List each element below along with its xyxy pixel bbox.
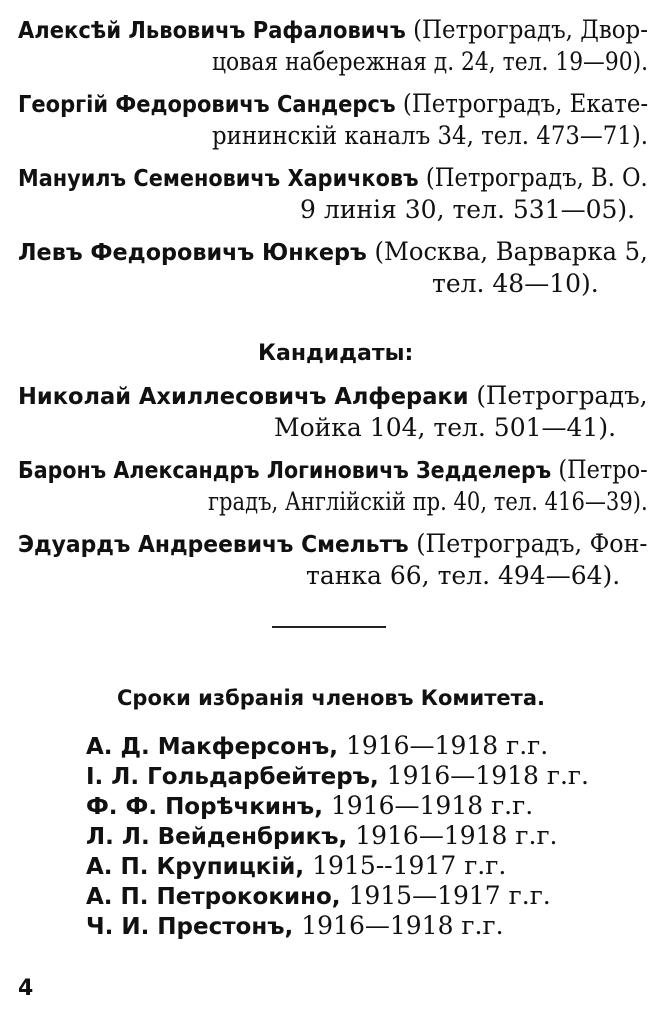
term-initials: Л. Л. — [86, 824, 150, 850]
member-name: Левъ Федоровичъ Юнкеръ — [18, 240, 367, 266]
term-initials: А. П. — [86, 884, 149, 910]
candidate-entry-3-line-1 — [18, 528, 647, 561]
term-years: 1915—1917 г.г. — [348, 881, 551, 910]
member-entry-4-line-2 — [432, 268, 599, 300]
candidate-name: Баронъ Александръ Логиновичъ Зедделеръ — [18, 458, 552, 484]
member-entry-3-line-1 — [18, 162, 648, 195]
term-years: 1916—1918 г.г. — [330, 791, 534, 820]
member-address-cont: цовая набережная д. 24, тел. 19—90). — [212, 47, 649, 76]
candidate-entry-1-line-1 — [18, 380, 648, 413]
candidate-entry-1-line-2 — [274, 412, 616, 444]
candidate-address: (Петроградъ, — [476, 381, 648, 410]
member-address-cont: 9 линія 30, тел. 531—05). — [300, 195, 636, 224]
term-surname: Престонъ, — [157, 914, 294, 940]
term-surname: Крупицкій, — [156, 854, 305, 880]
member-name: Алексѣй Львовичъ Рафаловичъ — [18, 18, 406, 44]
candidate-address: (Петроградъ, Фон- — [416, 529, 648, 558]
candidates-heading: Кандидаты: — [258, 341, 414, 366]
term-years: 1916—1918 г.г. — [345, 731, 549, 760]
member-entry-4-line-1 — [18, 236, 648, 269]
member-entry-2-line-1 — [18, 88, 648, 121]
candidate-address: (Петро- — [558, 455, 648, 484]
term-row — [86, 730, 548, 763]
term-row — [86, 880, 551, 913]
candidate-name: Николай Ахиллесовичъ Алфераки — [18, 384, 469, 410]
candidate-entry-3-line-2 — [306, 560, 620, 592]
candidate-address-cont: танка 66, тел. 494—64). — [306, 561, 621, 590]
term-initials: Ч. И. — [86, 914, 150, 940]
member-address: (Петроградъ, Екате- — [402, 89, 649, 118]
member-address-cont: тел. 48—10). — [432, 269, 599, 298]
section-divider — [272, 626, 386, 628]
member-address: (Петроградъ, Двор- — [413, 15, 648, 44]
term-initials: А. П. — [86, 854, 149, 880]
member-entry-2-line-2 — [212, 120, 648, 152]
candidate-entry-2-line-1 — [18, 454, 648, 487]
member-address: (Москва, Варварка 5, — [374, 237, 648, 266]
term-row — [86, 790, 533, 823]
term-row — [86, 910, 504, 943]
term-surname: Вейденбрикъ, — [157, 824, 348, 850]
member-name: Мануилъ Семеновичъ Харичковъ — [18, 166, 419, 192]
term-initials: Ф. Ф. — [86, 794, 158, 820]
member-entry-1-line-1 — [18, 14, 648, 47]
term-initials: А. Д. — [86, 734, 150, 760]
member-address: (Петроградъ, В. О. — [425, 163, 648, 192]
term-initials: І. Л. — [86, 764, 140, 790]
term-row — [86, 850, 506, 883]
term-row — [86, 760, 589, 793]
page-number: 4 — [18, 976, 34, 1001]
term-years: 1916—1918 г.г. — [301, 911, 504, 940]
term-surname: Гольдарбейтеръ, — [147, 764, 379, 790]
term-surname: Петрококино, — [156, 884, 341, 910]
member-entry-1-line-2 — [212, 46, 648, 78]
term-surname: Порѣчкинъ, — [165, 794, 323, 820]
candidate-name: Эдуардъ Андреевичъ Смельтъ — [18, 532, 409, 558]
member-name: Георгій Федоровичъ Сандерсъ — [18, 92, 396, 118]
terms-heading: Сроки избранія членовъ Комитета. — [117, 686, 545, 710]
term-years: 1916—1918 г.г. — [355, 821, 558, 850]
candidate-address-cont: градъ, Англійскій пр. 40, тел. 416—39). — [208, 487, 648, 516]
candidate-address-cont: Мойка 104, тел. 501—41). — [274, 413, 617, 442]
term-years: 1916—1918 г.г. — [386, 761, 589, 790]
member-entry-3-line-2 — [300, 194, 635, 226]
candidate-entry-2-line-2 — [208, 486, 648, 518]
term-row — [86, 820, 558, 853]
term-years: 1915--1917 г.г. — [312, 851, 507, 880]
term-surname: Макферсонъ, — [157, 734, 338, 760]
member-address-cont: рининскій каналъ 34, тел. 473—71). — [212, 121, 649, 150]
